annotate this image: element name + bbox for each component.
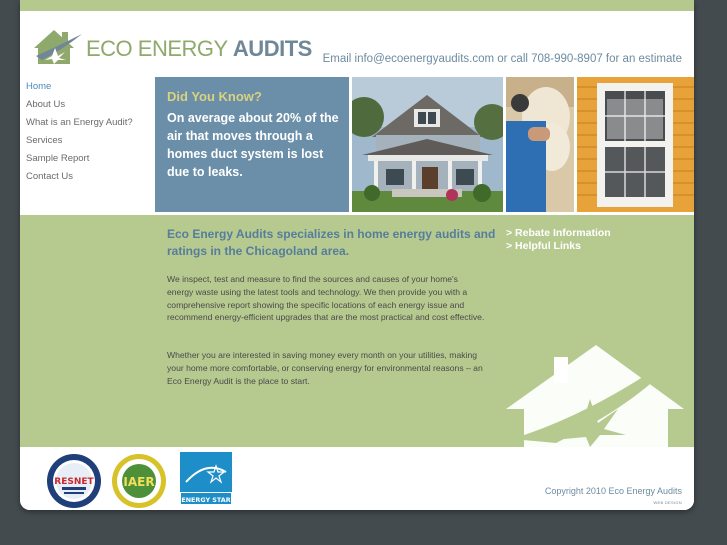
copyright-text: Copyright 2010 Eco Energy Audits [544, 486, 682, 496]
logo-eco-text: ECO ENERGY [86, 36, 233, 61]
intro-heading: Eco Energy Audits specializes in home energy audits and ratings in the Chicagoland area. [167, 227, 496, 258]
nav-item-home[interactable]: Home [26, 81, 52, 92]
content-band [20, 215, 694, 447]
footer [20, 447, 694, 510]
did-you-know-body: On average about 20% of the air that moves through a homes duct system is lost due to leaks. [167, 111, 339, 179]
nav-item-about-us[interactable]: About Us [26, 99, 66, 110]
side-links [506, 227, 611, 253]
nav-item-sample-report[interactable]: Sample Report [26, 153, 90, 164]
logo-audits-text: AUDITS [232, 36, 312, 61]
house-photo [352, 77, 503, 212]
logo-house-icon [32, 26, 84, 66]
iaer-label: IAER [123, 475, 155, 489]
contact-info: Email info@ecoenergyaudits.com or call 708-990-8907 for an estimate [322, 53, 682, 65]
energy-star-label: ENERGY STAR [181, 496, 231, 504]
logo[interactable] [32, 26, 312, 66]
did-you-know-title: Did You Know? [167, 89, 262, 104]
helpful-links-link[interactable]: > Helpful Links [506, 240, 581, 252]
insulation-photo [506, 77, 574, 212]
nav-item-what-is-audit[interactable]: What is an Energy Audit? [26, 117, 133, 128]
window-photo [577, 77, 694, 212]
nav-item-contact-us[interactable]: Contact Us [26, 171, 73, 182]
rebate-information-link[interactable]: > Rebate Information [506, 227, 611, 239]
resnet-badge[interactable] [46, 453, 102, 509]
house-watermark-icon [496, 343, 686, 447]
intro-paragraph-2: Whether you are interested in saving money every month on your utilities, making your home more comfortable, or conserving energy for environmental reasons – an Eco Energy Audit is the place to start. [167, 350, 483, 386]
energy-star-badge[interactable] [180, 452, 232, 505]
page [20, 0, 694, 510]
intro-paragraph-1: We inspect, test and measure to find the sources and causes of your home's energy waste using the latest tools and technology. We then provide you with a comprehensive report showing the specific locations of each energy issue and recommend energy-efficient upgrades that are the most practical and cost effective. [167, 274, 485, 323]
top-bar [20, 0, 694, 11]
hero [155, 77, 694, 212]
web-design-credit[interactable]: WEB DESIGN [653, 500, 682, 505]
did-you-know-panel [155, 77, 349, 212]
iaer-badge[interactable] [111, 453, 167, 509]
resnet-label: RESNET [54, 477, 94, 487]
nav-item-services[interactable]: Services [26, 135, 63, 146]
main-nav [26, 80, 156, 188]
